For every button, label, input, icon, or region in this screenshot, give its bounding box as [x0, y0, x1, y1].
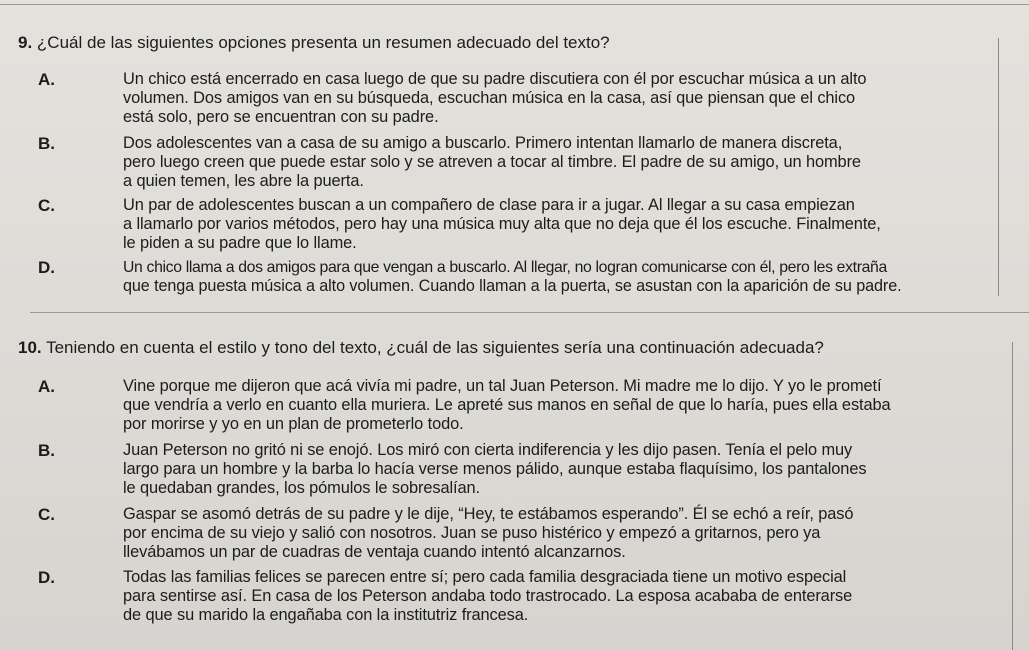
top-divider — [0, 4, 1029, 5]
margin-line-q10 — [1012, 342, 1013, 650]
q10-option-b-letter: B. — [38, 441, 55, 460]
q9-option-b-letter: B. — [38, 134, 55, 153]
q9-option-b-text: Dos adolescentes van a casa de su amigo a buscarlo. Primero intentan llamarlo de manera discreta, pero luego creen que puede estar solo y se atreven a tocar al timbre. El padre de su amigo, un hombre a quien temen, les abre la puerta. — [123, 134, 861, 190]
question-9-prompt — [18, 33, 610, 53]
q9-option-a-text: Un chico está encerrado en casa luego de que su padre discutiera con él por escuchar música a un alto volumen. Dos amigos van en su búsqueda, escuchan música en la casa, así que piensan que el chico está solo, pero se encuentran con su padre. — [123, 70, 867, 126]
q10-option-b-text: Juan Peterson no gritó ni se enojó. Los miró con cierta indiferencia y les dijo pasen. Tenía el pelo muy largo para un hombre y la barba lo hacía verse menos pálido, aunque estaba flaquísimo, los pantalones le quedaban grandes, los pómulos le sobresalían. — [123, 441, 867, 497]
q9-option-d-letter: D. — [38, 258, 55, 277]
q9-option-c-letter: C. — [38, 196, 55, 215]
q10-option-c-text: Gaspar se asomó detrás de su padre y le dije, “Hey, te estábamos esperando”. Él se echó a reír, pasó por encima de su viejo y salió con nosotros. Juan se puso histérico y empezó a gritarnos, pero ya llevábamos un par de cuadras de ventaja cuando intentó alcanzarnos. — [123, 505, 854, 561]
question-10-prompt — [18, 338, 824, 358]
question-9-text: ¿Cuál de las siguientes opciones presenta un resumen adecuado del texto? — [36, 33, 610, 52]
q9-option-d-text: Un chico llama a dos amigos para que vengan a buscarlo. Al llegar, no logran comunicarse con él, pero les extraña que tenga puesta música a alto volumen. Cuando llaman a la puerta, se asustan con la aparición de su padre. — [123, 259, 902, 295]
q10-option-d-text: Todas las familias felices se parecen entre sí; pero cada familia desgraciada tiene un motivo especial para sentirse así. En casa de los Peterson andaba todo trastrocado. La esposa acababa de enterarse de que su marido la engañaba con la institutriz francesa. — [123, 568, 853, 624]
question-10-text: Teniendo en cuenta el estilo y tono del texto, ¿cuál de las siguientes sería una continuación adecuada? — [46, 338, 824, 357]
question-9-number: 9. — [18, 33, 33, 52]
question-10-number: 10. — [18, 338, 42, 357]
q10-option-a-letter: A. — [38, 377, 55, 396]
q10-option-c-letter: C. — [38, 505, 55, 524]
q9-option-c-text: Un par de adolescentes buscan a un compañero de clase para ir a jugar. Al llegar a su casa empiezan a llamarlo por varios métodos, pero hay una música muy alta que no deja que él los escuche. Finalmente, le piden a su padre que lo llame. — [123, 196, 881, 252]
q10-option-d-letter: D. — [38, 568, 55, 587]
q9-option-a-letter: A. — [38, 70, 55, 89]
q10-option-a-text: Vine porque me dijeron que acá vivía mi padre, un tal Juan Peterson. Mi madre me lo dijo. Y yo le prometí que vendría a verlo en cuanto ella muriera. Le apreté sus manos en señal de que lo haría, pues ella estaba por morirse y yo en un plan de prometerlo todo. — [123, 377, 891, 433]
section-divider — [30, 312, 1029, 313]
